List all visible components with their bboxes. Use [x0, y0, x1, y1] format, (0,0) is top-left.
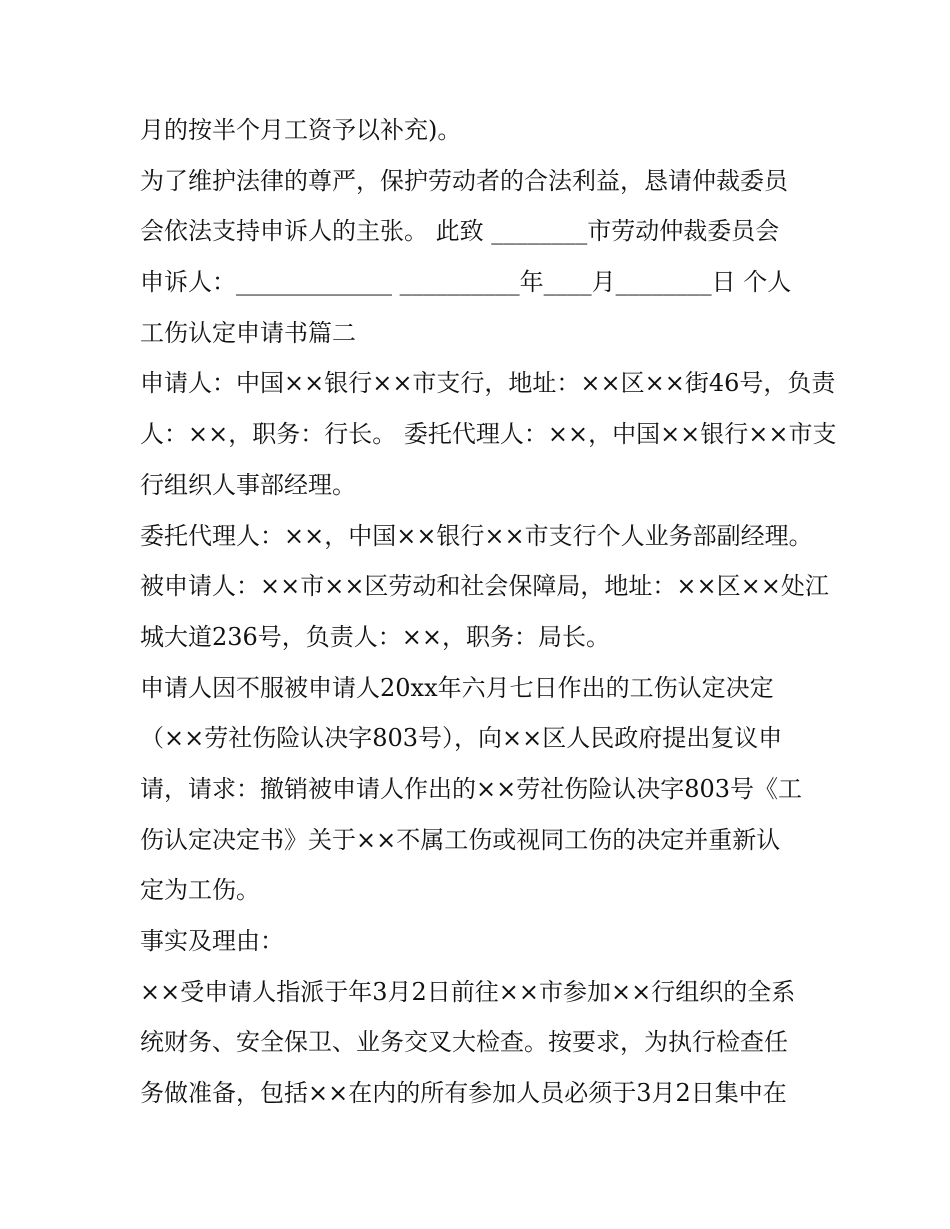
text-line: 城大道236号，负责人：××，职务：局长。 [140, 622, 611, 651]
text-line: 月的按半个月工资予以补充)。 [140, 116, 462, 144]
text-line: 申请人：中国××银行××市支行，地址：××区××街46号，负责 [140, 369, 836, 398]
text-line: （××劳社伤险认决字803号），向××区人民政府提出复议申 [140, 724, 783, 753]
section-heading: 工伤认定申请书篇二 [140, 318, 356, 347]
text-line: 统财务、安全保卫、业务交叉大检查。按要求，为执行检查任 [140, 1028, 788, 1057]
text-line: 为了维护法律的尊严，保护劳动者的合法利益，恳请仲裁委员 [140, 166, 788, 195]
text-line: ××受申请人指派于年3月2日前往××市参加××行组织的全系 [140, 977, 796, 1006]
text-line: 被申请人：××市××区劳动和社会保障局，地址：××区××处江 [140, 572, 829, 601]
document-body [140, 105, 837, 1119]
text-line: 行组织人事部经理。 [140, 470, 356, 499]
text-line: 事实及理由： [140, 927, 284, 955]
text-line: 定为工伤。 [140, 876, 260, 905]
text-line: 人：××，职务：行长。 委托代理人：××，中国××银行××市支 [140, 420, 837, 449]
text-line: 务做准备，包括××在内的所有参加人员必须于3月2日集中在 [140, 1079, 787, 1108]
text-line: 会依法支持申诉人的主张。 此致 ________市劳动仲裁委员会 [140, 217, 780, 246]
text-line: 申请人因不服被申请人20xx年六月七日作出的工伤认定决定 [140, 673, 774, 702]
text-line: 请，请求：撤销被申请人作出的××劳社伤险认决字803号《工 [140, 774, 803, 803]
text-line: 申诉人：_____________ __________年____月________日 个人 [140, 268, 792, 297]
text-line: 伤认定决定书》关于××不属工伤或视同工伤的决定并重新认 [140, 825, 781, 854]
text-line: 委托代理人：××，中国××银行××市支行个人业务部副经理。 [140, 521, 813, 550]
